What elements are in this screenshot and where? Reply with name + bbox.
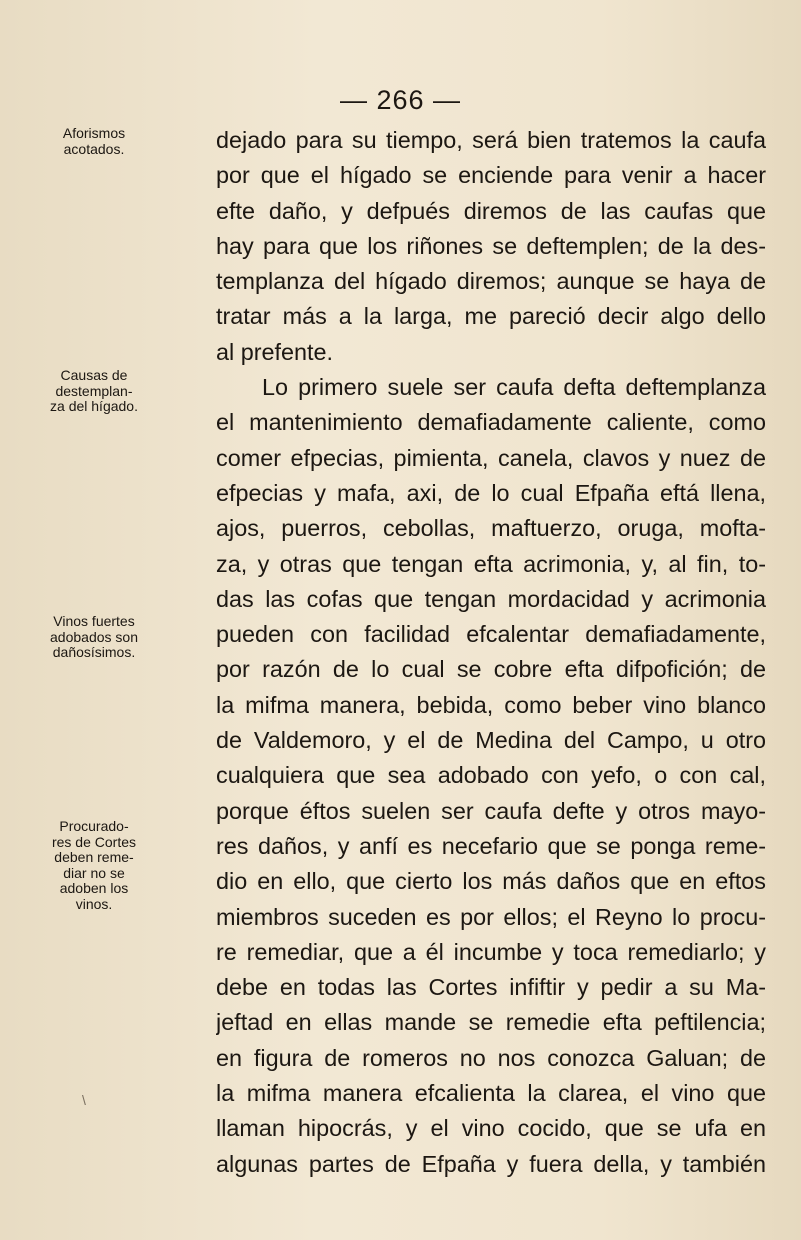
stray-mark: \ [82, 1092, 86, 1108]
margin-note-line: Procurado- [59, 818, 129, 834]
margin-note-line: adobados son [50, 628, 138, 645]
body-text-line: za, y otras que tengan efta acrimonia, y, al fin, to- [216, 550, 766, 577]
body-text-line: dio en ello, que cierto los más daños que en eftos [216, 868, 766, 895]
body-text-line: de Valdemoro, y el de Medina del Campo, u otro [216, 727, 766, 754]
body-text-line: dejado para su tiempo, será bien tratemos la caufa [216, 127, 766, 153]
margin-note-line: Aforismos [62, 125, 126, 141]
margin-note-vinos [30, 614, 158, 661]
body-text-line: pueden con facilidad efcalentar demafiadamente, [216, 621, 766, 648]
margin-note-line: Vinos fuertes [53, 613, 135, 629]
body-text-line: ajos, puerros, cebollas, maftuerzo, oruga, mofta- [216, 515, 766, 542]
margin-note-procuradores [30, 819, 158, 912]
body-text-line: hay para que los riñones se deftemplen; de la des- [216, 232, 766, 259]
body-text-line: por que el hígado se enciende para venir a hacer [216, 162, 766, 189]
body-text-line: templanza del hígado diremos; aunque se haya de [216, 268, 766, 295]
body-text-line: algunas partes de Efpaña y fuera della, y también [216, 1150, 766, 1177]
body-text-line: el mantenimiento demafiadamente caliente, como [216, 409, 766, 436]
margin-note-causas [30, 368, 158, 415]
body-text-line: llaman hipocrás, y el vino cocido, que se ufa en [216, 1115, 766, 1142]
body-text-line: la mifma manera efcalienta la clarea, el vino que [216, 1080, 766, 1107]
body-text-line: en figura de romeros no nos conozca Galuan; de [216, 1044, 766, 1071]
margin-note-line: adoben los [59, 880, 129, 896]
body-text [216, 123, 766, 1182]
margin-note-line: destemplan- [55, 382, 133, 399]
body-text-line: porque éftos suelen ser caufa defte y otros mayo- [216, 797, 766, 824]
body-text-line: comer efpecias, pimienta, canela, clavos y nuez de [216, 444, 766, 471]
body-text-line: jeftad en ellas mande se remedie efta peftilencia; [216, 1009, 766, 1036]
margin-note-line: Causas de [60, 367, 128, 383]
margin-note-line: za del hígado. [50, 398, 138, 414]
body-text-line: res daños, y anfí es necefario que se ponga reme- [216, 832, 766, 859]
body-text-line: efte daño, y defpués diremos de las caufas que [216, 197, 766, 224]
body-text-line: tratar más a la larga, me pareció decir algo dello [216, 303, 766, 330]
margin-note-line: deben reme- [54, 849, 134, 865]
margin-note-line: vinos. [75, 895, 113, 912]
body-text-line: Lo primero suele ser caufa defta deftemplanza [262, 374, 766, 401]
body-text-line: efpecias y mafa, axi, de lo cual Efpaña eftá llena, [216, 479, 766, 506]
margin-note-line: diar no se [63, 864, 125, 881]
body-text-line: cualquiera que sea adobado con yefo, o con cal, [216, 762, 766, 789]
body-text-line: por razón de lo cual se cobre efta difpofición; de [216, 656, 766, 683]
body-text-line: debe en todas las Cortes infiftir y pedir a su Ma- [216, 974, 766, 1001]
body-text-line: la mifma manera, bebida, como beber vino blanco [216, 691, 766, 718]
margin-note-line: res de Cortes [51, 833, 137, 850]
body-text-line: al prefente. [216, 338, 334, 365]
margin-note-line: dañosísimos. [52, 644, 136, 660]
body-text-line: miembros suceden es por ellos; el Reyno lo procu- [216, 903, 766, 930]
margin-note-line: acotados. [63, 140, 125, 157]
body-text-line: das las cofas que tengan mordacidad y acrimonia [216, 585, 766, 612]
body-text-line: re remediar, que a él incumbe y toca remediarlo; y [216, 938, 766, 965]
page-number: — 266 — [339, 85, 462, 115]
margin-note-aforismos [30, 126, 158, 157]
